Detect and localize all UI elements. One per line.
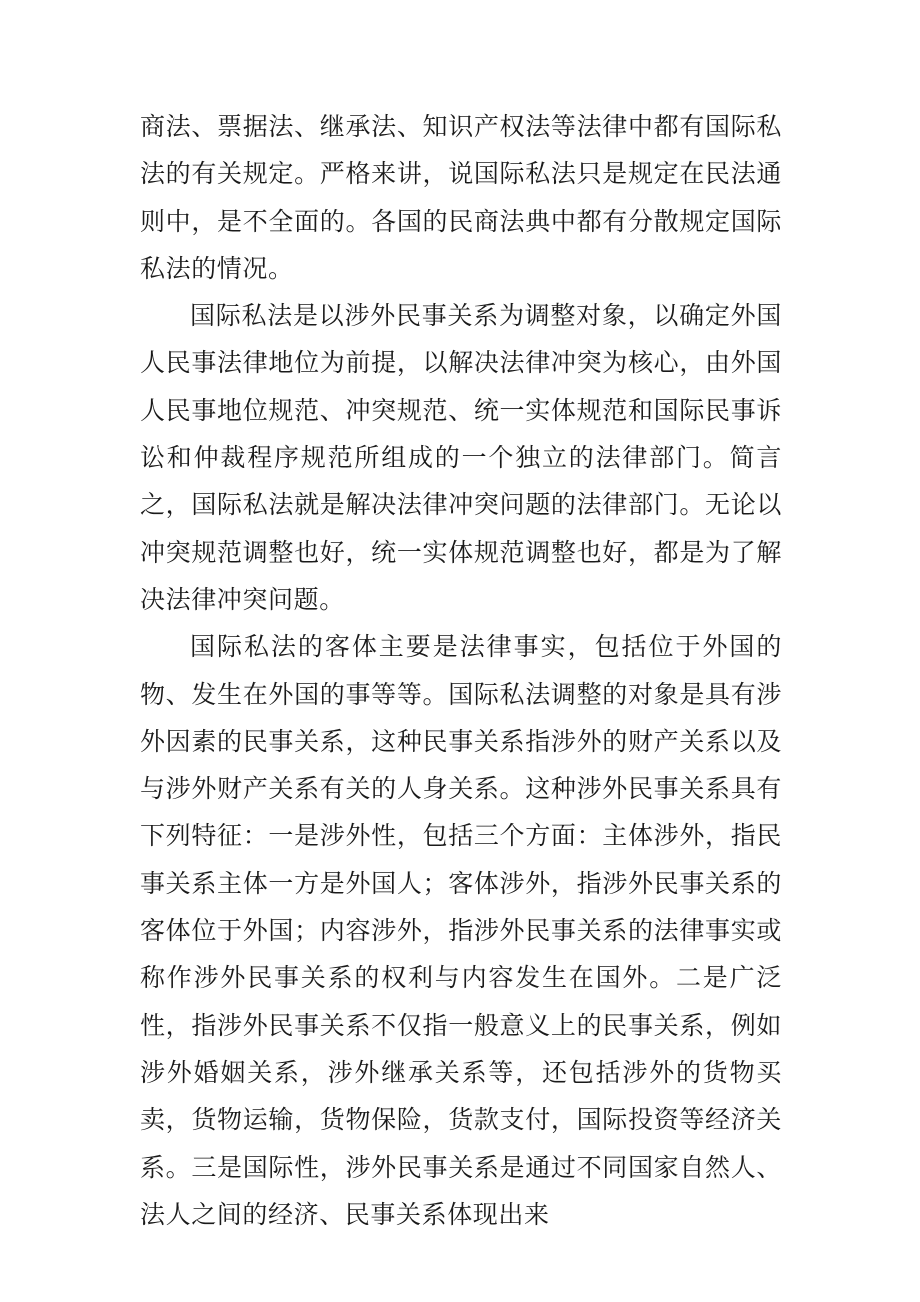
document-body xyxy=(140,103,782,1238)
paragraph-object-features: 国际私法的客体主要是法律事实，包括位于外国的物、发生在外国的事等等。国际私法调整的对象是具有涉外因素的民事关系，这种民事关系指涉外的财产关系以及与涉外财产关系有关的人身关系。这种涉外民事关系具有下列特征：一是涉外性，包括三个方面：主体涉外，指民事关系主体一方是外国人；客体涉外，指涉外民事关系的客体位于外国；内容涉外，指涉外民事关系的法律事实或称作涉外民事关系的权利与内容发生在国外。二是广泛性，指涉外民事关系不仅指一般意义上的民事关系，例如涉外婚姻关系，涉外继承关系等，还包括涉外的货物买卖，货物运输，货物保险，货款支付，国际投资等经济关系。三是国际性，涉外民事关系是通过不同国家自然人、法人之间的经济、民事关系体现出来 xyxy=(140,632,782,1229)
paragraph-continuation: 商法、票据法、继承法、知识产权法等法律中都有国际私法的有关规定。严格来讲，说国际私法只是规定在民法通则中，是不全面的。各国的民商法典中都有分散规定国际私法的情况。 xyxy=(140,112,782,283)
paragraph-definition: 国际私法是以涉外民事关系为调整对象，以确定外国人民事法律地位为前提，以解决法律冲突为核心，由外国人民事地位规范、冲突规范、统一实体规范和国际民事诉讼和仲裁程序规范所组成的一个独立的法律部门。简言之，国际私法就是解决法律冲突问题的法律部门。无论以冲突规范调整也好，统一实体规范调整也好，都是为了解决法律冲突问题。 xyxy=(140,301,782,614)
